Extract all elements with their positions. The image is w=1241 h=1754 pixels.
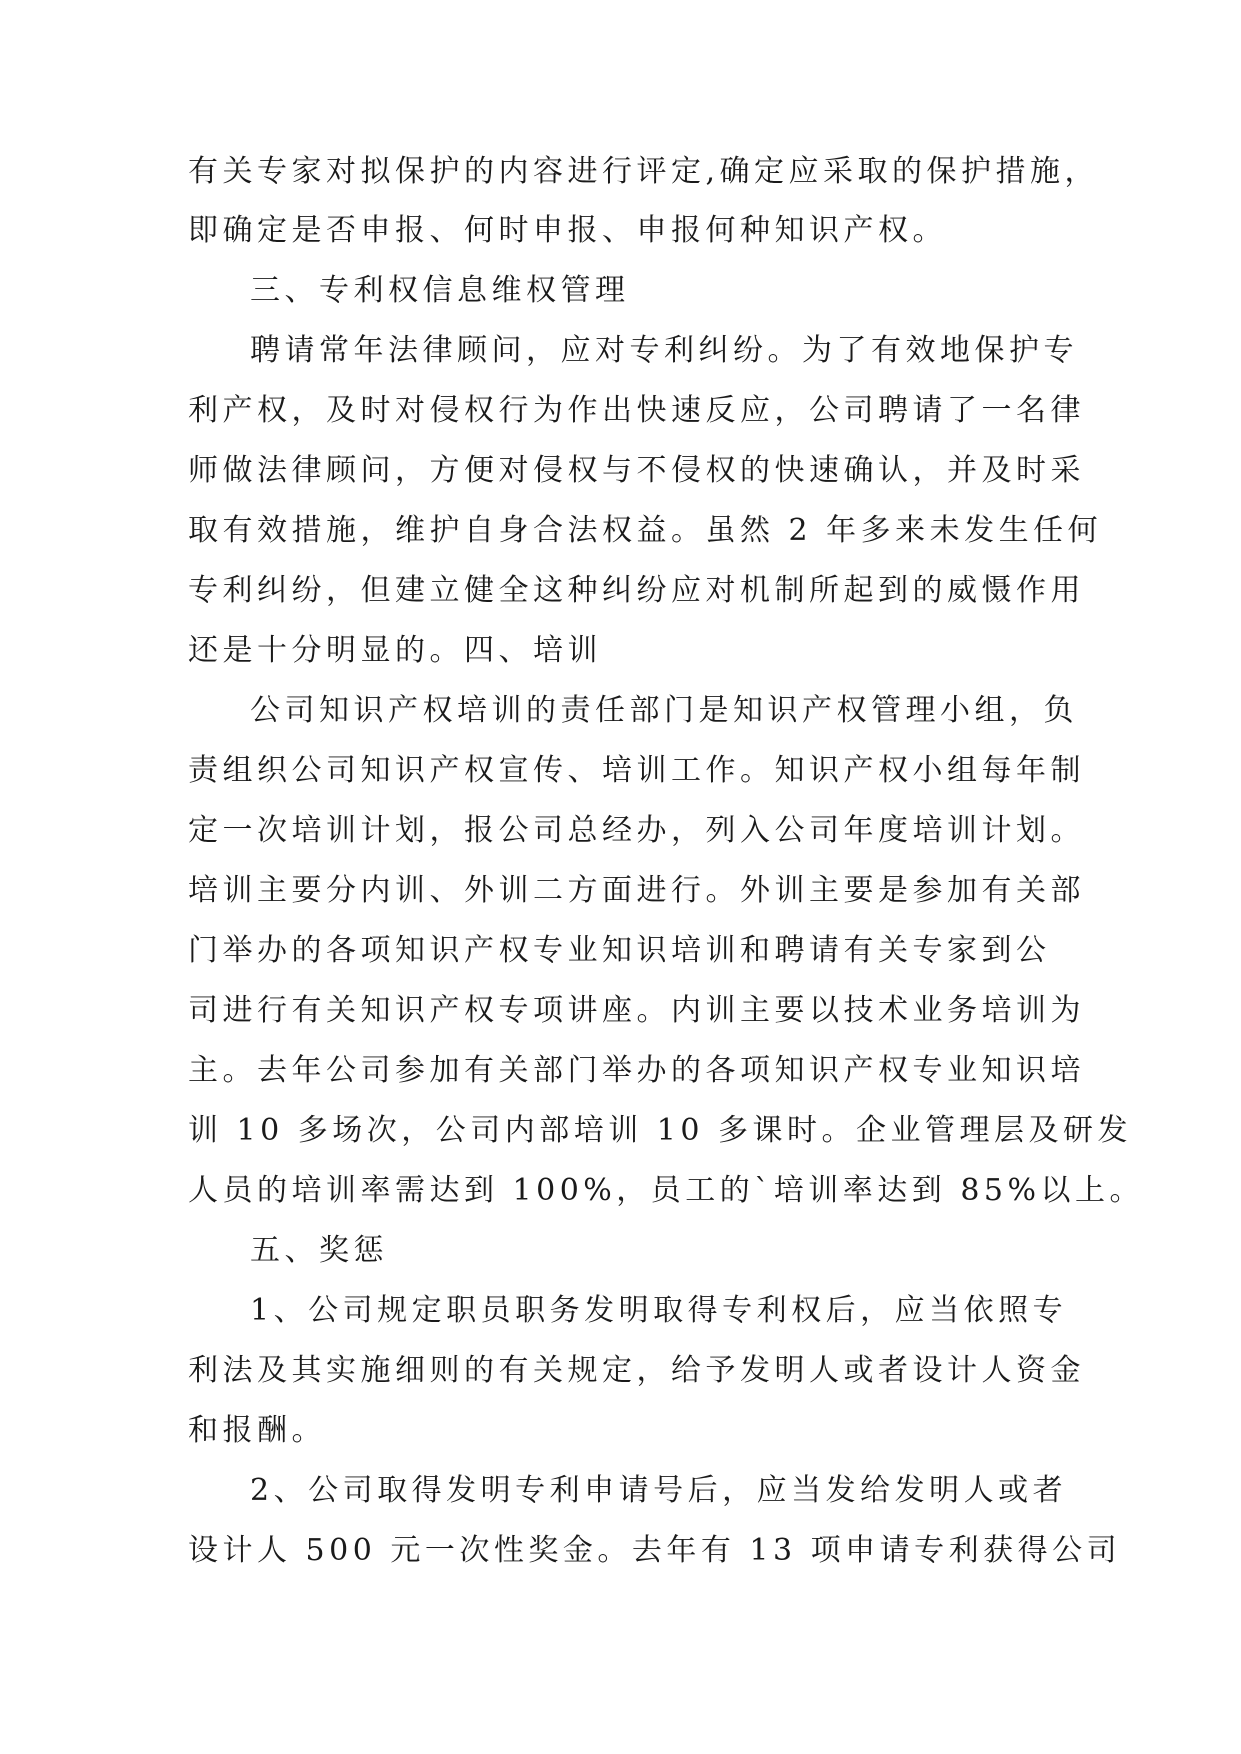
paragraph-line: 取有效措施，维护自身合法权益。虽然 2 年多来未发生任何 bbox=[188, 513, 1103, 548]
paragraph-line: 设计人 500 元一次性奖金。去年有 13 项申请专利获得公司 bbox=[188, 1533, 1122, 1568]
paragraph-line: 公司知识产权培训的责任部门是知识产权管理小组，负 bbox=[250, 693, 1078, 728]
paragraph-line: 人员的培训率需达到 100%，员工的`培训率达到 85%以上。 bbox=[188, 1173, 1145, 1208]
paragraph-line: 门举办的各项知识产权专业知识培训和聘请有关专家到公 bbox=[188, 933, 1051, 968]
paragraph-line: 利法及其实施细则的有关规定，给予发明人或者设计人资金 bbox=[188, 1353, 1085, 1388]
paragraph-line: 定一次培训计划，报公司总经办，列入公司年度培训计划。 bbox=[188, 813, 1085, 848]
paragraph-line: 主。去年公司参加有关部门举办的各项知识产权专业知识培 bbox=[188, 1053, 1085, 1088]
paragraph-line: 专利纠纷，但建立健全这种纠纷应对机制所起到的威慑作用 bbox=[188, 573, 1085, 608]
text-line-1: 有关专家对拟保护的内容进行评定,确定应采取的保护措施， bbox=[188, 154, 1100, 189]
paragraph-line: 2、公司取得发明专利申请号后，应当发给发明人或者 bbox=[250, 1473, 1068, 1508]
paragraph-line: 师做法律顾问，方便对侵权与不侵权的快速确认，并及时采 bbox=[188, 453, 1085, 488]
paragraph-line: 训 10 多场次，公司内部培训 10 多课时。企业管理层及研发 bbox=[188, 1113, 1132, 1148]
paragraph-line: 培训主要分内训、外训二方面进行。外训主要是参加有关部 bbox=[188, 873, 1085, 908]
paragraph-line: 责组织公司知识产权宣传、培训工作。知识产权小组每年制 bbox=[188, 753, 1085, 788]
paragraph-line: 和报酬。 bbox=[188, 1413, 326, 1448]
paragraph-line: 还是十分明显的。四、培训 bbox=[188, 633, 602, 668]
section-heading-5: 五、奖惩 bbox=[250, 1233, 388, 1268]
paragraph-line: 司进行有关知识产权专项讲座。内训主要以技术业务培训为 bbox=[188, 993, 1085, 1028]
paragraph-line: 1、公司规定职员职务发明取得专利权后，应当依照专 bbox=[250, 1293, 1068, 1328]
text-line-2: 即确定是否申报、何时申报、申报何种知识产权。 bbox=[188, 213, 947, 248]
paragraph-line: 利产权，及时对侵权行为作出快速反应，公司聘请了一名律 bbox=[188, 393, 1085, 428]
section-heading-3: 三、专利权信息维权管理 bbox=[250, 273, 630, 308]
paragraph-line: 聘请常年法律顾问，应对专利纠纷。为了有效地保护专 bbox=[250, 333, 1078, 368]
